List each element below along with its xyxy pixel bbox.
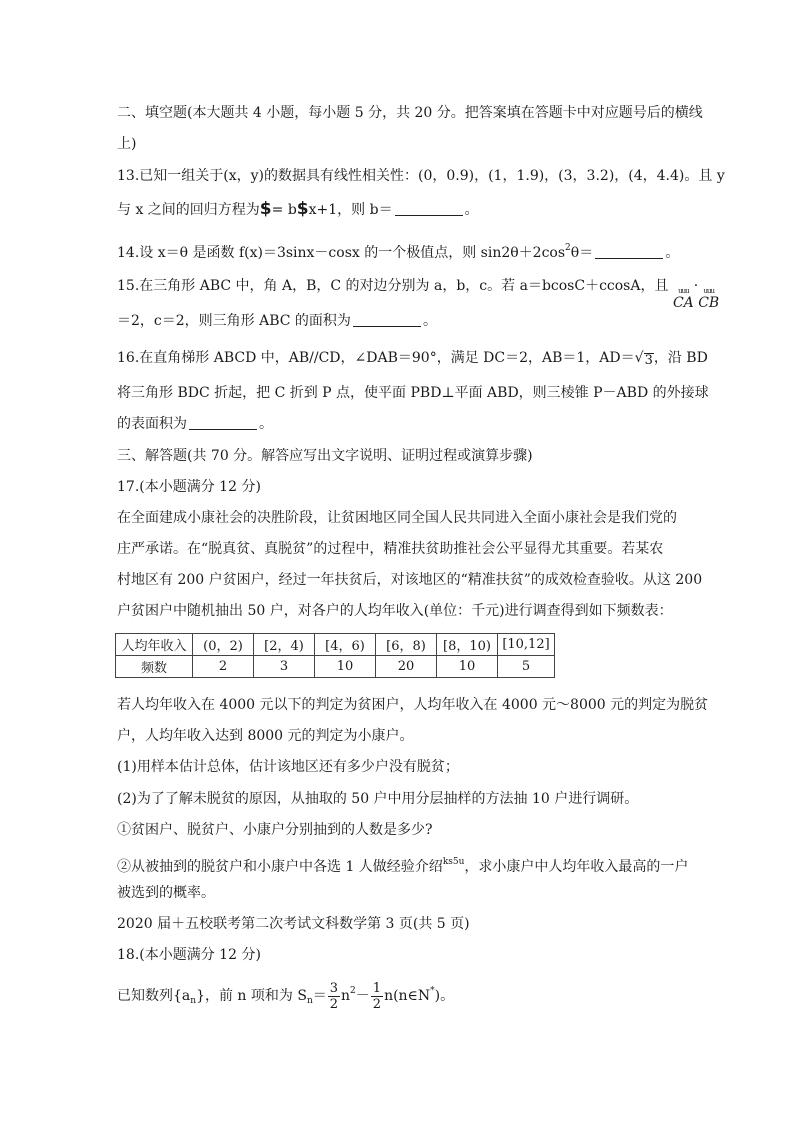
q18-statement xyxy=(117,975,454,1017)
q18-text: n xyxy=(341,988,351,1004)
q14-text-post: θ＝ xyxy=(570,245,594,261)
q17-subquestion-2b-line1 xyxy=(117,852,688,877)
q15-line2 xyxy=(117,311,437,331)
q18-text: 已知数列{a xyxy=(117,988,191,1004)
q17-subquestion-2b-line2: 被选到的概率。 xyxy=(117,885,215,901)
sqrt-expression xyxy=(635,348,654,368)
fraction-numerator: 1 xyxy=(372,980,382,996)
section2-heading-line2: 上) xyxy=(117,136,137,152)
q17-paragraph-line3: 村地区有 200 户贫困户，经过一年扶贫后，对该地区的“精准扶贫”的成效检查验收。从这 200 xyxy=(117,572,703,588)
q18-text: ＝ xyxy=(312,988,327,1004)
q16-text-post: ，沿 BD xyxy=(653,350,708,366)
q16-text-pre: 的表面积为 xyxy=(117,416,187,432)
q16-text-pre: 16.在直角梯形 ABCD 中，AB//CD，∠DAB＝90°，满足 DC＝2，AB＝1，AD＝ xyxy=(117,350,635,366)
q13-line1: 13.已知一组关于(x，y)的数据具有线性相关性：(0，0.9)，(1，1.9)，(3，3.2)，(4，4.4)。且 y xyxy=(117,168,725,184)
q17-paragraph-line5: 若人均年收入在 4000 元以下的判定为贫困户，人均年收入在 4000 元～8000 元的判定为脱贫 xyxy=(117,697,709,713)
q17-subquestion-1: (1)用样本估计总体，估计该地区还有多少户没有脱贫； xyxy=(117,759,459,775)
q18-title: 18.(本小题满分 12 分) xyxy=(117,947,261,963)
q15-text-end: 。 xyxy=(422,313,437,329)
table-cell: 2 xyxy=(193,656,254,678)
answer-blank xyxy=(353,312,421,327)
q15-line1 xyxy=(117,276,719,310)
subscript-n: n xyxy=(190,996,197,1006)
ks5u-superscript: ks5u xyxy=(442,857,465,867)
frequency-table xyxy=(115,633,555,678)
fraction-numerator: 3 xyxy=(329,980,339,996)
fraction-three-halves xyxy=(328,981,340,1012)
vector-cb xyxy=(698,286,719,310)
table-header-cell: 人均年收入 xyxy=(116,634,193,656)
answer-blank xyxy=(595,244,663,259)
section3-heading: 三、解答题(共 70 分。解答应写出文字说明、证明过程或演算步骤) xyxy=(117,448,533,464)
table-cell: 5 xyxy=(498,656,555,678)
q17-2b-text-post: ，求小康户中人均年收入最高的一户 xyxy=(464,859,689,875)
table-cell: 10 xyxy=(437,656,498,678)
table-cell: [4，6) xyxy=(315,634,376,656)
answer-blank xyxy=(189,415,257,430)
q17-paragraph-line6: 户，人均年收入达到 8000 元的判定为小康户。 xyxy=(117,728,414,744)
q17-paragraph-line4: 户贫困户中随机抽出 50 户，对各户的人均年收入(单位：千元)进行调查得到如下频数表： xyxy=(117,603,673,619)
vector-ca xyxy=(673,286,694,310)
dot-operator: · xyxy=(693,278,699,294)
table-cell: 3 xyxy=(254,656,315,678)
q15-text: 15.在三角形 ABC 中，角 A，B，C 的对边分别为 a，b，c。若 a＝bcosC＋ccosA，且 xyxy=(117,278,669,294)
q16-text-end: 。 xyxy=(259,416,273,432)
fraction-denominator: 2 xyxy=(329,996,339,1012)
table-cell: 20 xyxy=(376,656,437,678)
q14-line xyxy=(117,238,679,263)
answer-blank xyxy=(395,201,463,216)
table-header-cell: 频数 xyxy=(116,656,193,678)
table-cell: [8，10) xyxy=(437,634,498,656)
page-footer: 2020 届＋五校联考第二次考试文科数学第 3 页(共 5 页) xyxy=(117,916,470,932)
q13-text-post: x+1，则 b＝ xyxy=(308,202,393,218)
table-cell: [10,12] xyxy=(498,634,555,656)
q18-text: )。 xyxy=(434,988,455,1004)
q17-subquestion-2: (2)为了了解未脱贫的原因，从抽取的 50 户中用分层抽样的方法抽 10 户进行调研。 xyxy=(117,791,639,807)
q14-superscript: 2 xyxy=(565,243,571,253)
vector-label: CA xyxy=(672,295,694,311)
superscript-star: * xyxy=(430,986,435,996)
b-hat-symbol: $ xyxy=(296,199,309,219)
vector-label: CB xyxy=(698,295,720,311)
q16-line2: 将三角形 BDC 折起，把 C 折到 P 点，使平面 PBD⊥平面 ABD，则三棱锥 P－ABD 的外接球 xyxy=(117,385,709,401)
table-row xyxy=(116,634,555,656)
table-cell: [6，8) xyxy=(376,634,437,656)
q18-text: }，前 n 项和为 S xyxy=(196,988,307,1004)
q17-subquestion-2a: ①贫困户、脱贫户、小康户分别抽到的人数是多少? xyxy=(117,822,433,838)
table-row xyxy=(116,656,555,678)
sqrt-symbol: √ xyxy=(634,350,644,366)
vector-arrow-mark: uuu xyxy=(678,287,689,295)
q16-line3 xyxy=(117,414,273,434)
section2-heading-line1: 二、填空题(本大题共 4 小题，每小题 5 分，共 20 分。把答案填在答题卡中对应题号后的横线 xyxy=(117,105,703,121)
fraction-one-half xyxy=(371,981,383,1012)
y-hat-symbol: $ xyxy=(259,199,272,219)
q18-text: － xyxy=(355,988,370,1004)
vector-arrow-mark: uuu xyxy=(703,287,714,295)
fraction-denominator: 2 xyxy=(372,996,382,1012)
table-cell: 10 xyxy=(315,656,376,678)
q13-text-mid: = b xyxy=(271,202,297,218)
q13-text-pre: 与 x 之间的回归方程为 xyxy=(117,202,260,218)
sqrt-radicand: 3 xyxy=(644,353,653,368)
q17-paragraph-line1: 在全面建成小康社会的决胜阶段，让贫困地区同全国人民共同进入全面小康社会是我们党的 xyxy=(117,510,677,526)
subscript-n: n xyxy=(306,996,313,1006)
exponent-2: 2 xyxy=(350,986,356,996)
q14-text-pre: 14.设 x＝θ 是函数 f(x)＝3sinx－cosx 的一个极值点，则 sin2θ＋2cos xyxy=(117,245,566,261)
q14-text-end: 。 xyxy=(665,245,680,261)
table-cell: [2，4) xyxy=(254,634,315,656)
q18-text: n(n∈N xyxy=(384,988,431,1004)
q17-title: 17.(本小题满分 12 分) xyxy=(117,479,261,495)
q15-text-pre: ＝2，c＝2，则三角形 ABC 的面积为 xyxy=(117,313,351,329)
table-cell: (0，2) xyxy=(193,634,254,656)
q16-line1 xyxy=(117,348,708,368)
q17-2b-text-pre: ②从被抽到的脱贫户和小康户中各选 1 人做经验介绍 xyxy=(117,859,443,875)
q17-paragraph-line2: 庄严承诺。在“脱真贫、真脱贫”的过程中，精准扶贫助推社会公平显得尤其重要。若某农 xyxy=(117,541,664,557)
q13-text-end: 。 xyxy=(464,202,479,218)
q13-line2 xyxy=(117,199,479,220)
